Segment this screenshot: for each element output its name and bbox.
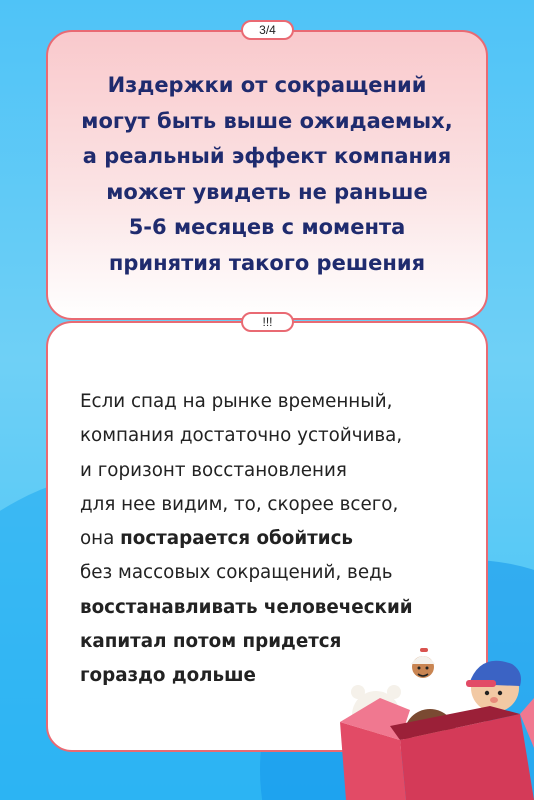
body-line: Если спад на рынке временный, (80, 391, 393, 412)
headline-line: может увидеть не раньше (106, 179, 428, 204)
body-line (80, 522, 470, 556)
body-emphasis: восстанавливать человеческий (80, 596, 413, 618)
headline-line: принятия такого решения (108, 250, 426, 275)
headline-line: Издержки от сокращений (107, 73, 427, 97)
headline-line: а реальный эффект компания (82, 144, 452, 168)
page-counter-badge: 3/4 (241, 20, 294, 40)
body-line (80, 591, 470, 625)
marker-badge: !!! (241, 312, 294, 332)
gift-box-with-characters-icon (340, 640, 534, 800)
headline-line: 5-6 месяцев с момента (128, 215, 406, 239)
body-line: компания достаточно устойчива, (80, 425, 403, 447)
body-emphasis: гораздо дольше (80, 665, 256, 687)
body-line: и горизонт восстановления (80, 459, 347, 481)
character-cap-icon (466, 661, 521, 712)
headline-line: могут быть выше ожидаемых, (81, 108, 453, 133)
body-emphasis: капитал потом придется (80, 631, 342, 653)
body-emphasis: постарается обойтись (120, 528, 353, 550)
body-fragment: она (80, 528, 121, 550)
body-line: для нее видим, то, скорее всего, (80, 493, 399, 515)
headline-text (60, 68, 474, 281)
character-small-icon (411, 648, 435, 678)
body-line: без массовых сокращений, ведь (80, 562, 393, 584)
